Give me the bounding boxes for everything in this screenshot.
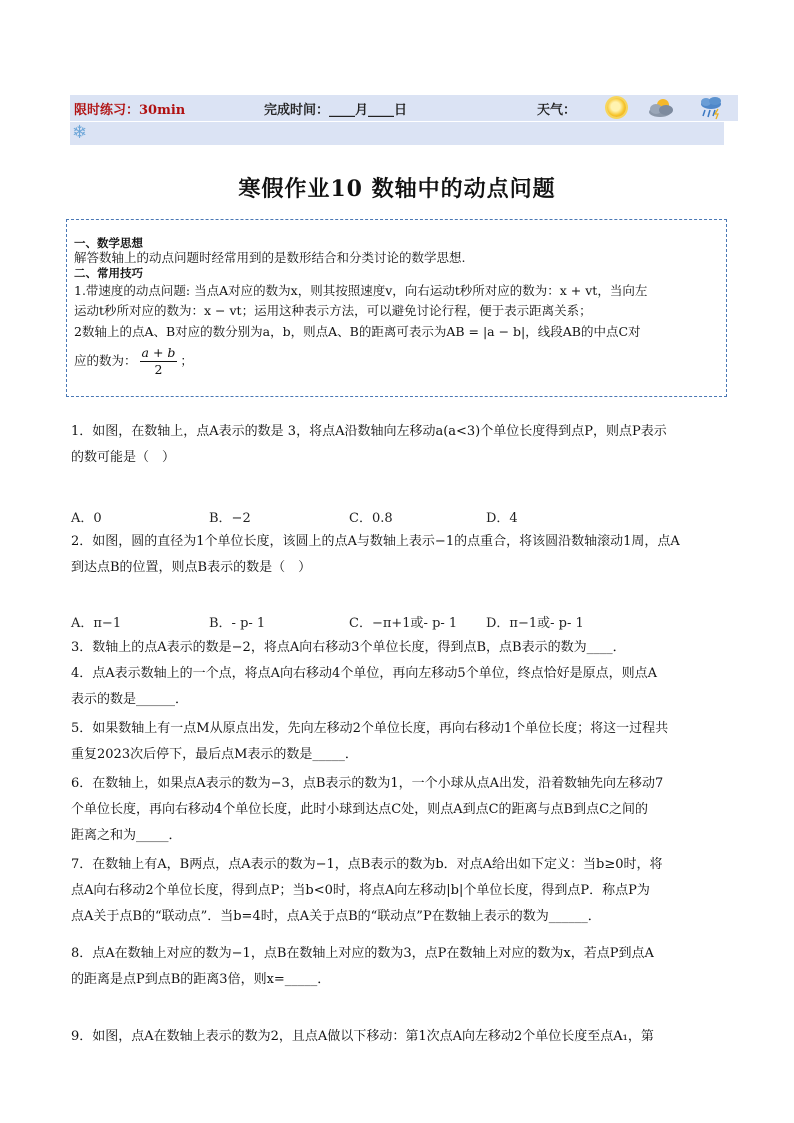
- q1-option-c[interactable]: C．0.8: [349, 511, 393, 526]
- question-4-line-1: 4．点A表示数轴上的一个点，将点A向右移动4个单位，再向左移动5个单位，终点恰好是原点，则点A: [71, 666, 657, 681]
- question-1-options: [71, 507, 726, 529]
- q1-option-a[interactable]: A．0: [71, 511, 102, 526]
- question-6-line-1: 6．在数轴上，如果点A表示的数为−3，点B表示的数为1，一个小球从点A出发，沿着数轴先向左移动7: [71, 776, 664, 791]
- question-5-line-2: 重复2023次后停下，最后点M表示的数是_____．: [71, 747, 358, 762]
- question-6-line-3: 距离之和为_____．: [71, 828, 182, 843]
- q1-option-d[interactable]: D．4: [486, 511, 518, 526]
- tips-paragraph-3a: 2数轴上的点A、B对应的数分别为a，b，则点A、B的距离可表示为AB = |a − b|，线段AB的中点C对: [74, 324, 641, 339]
- rain-icon: [698, 96, 724, 120]
- header-bar: [70, 95, 738, 121]
- question-7-line-1: 7．在数轴上有A，B两点，点A表示的数为−1，点B表示的数为b．对点A给出如下定义：当b≥0时，将: [71, 857, 663, 872]
- sun-icon: [607, 98, 626, 117]
- q2-option-c[interactable]: C．−π+1或- p- 1: [349, 616, 458, 631]
- q2-option-b[interactable]: B．- p- 1: [209, 616, 266, 631]
- fraction-denominator: 2: [154, 362, 163, 377]
- tips-paragraph-2a: 1.带速度的动点问题: 当点A对应的数为x，则其按照速度v，向右运动t秒所对应的数为：x + vt，当向左: [74, 283, 648, 298]
- header-bar-secondary: [70, 122, 724, 145]
- tips-heading-1: 一、数学思想: [74, 236, 143, 250]
- question-4-line-2: 表示的数是______．: [71, 692, 189, 707]
- tips-heading-2: 二、常用技巧: [74, 266, 143, 280]
- question-3-line-1: 3．数轴上的点A表示的数是−2，将点A向右移动3个单位长度，得到点B，点B表示的数为____．: [71, 640, 626, 655]
- tips-paragraph-3b-line: [74, 345, 718, 378]
- weather-label: 天气：: [537, 103, 577, 118]
- midpoint-fraction: [140, 345, 178, 378]
- fraction-numerator: a + b: [141, 345, 176, 360]
- time-limit-label: 限时练习：30min: [74, 103, 186, 118]
- q2-option-d[interactable]: D．π−1或- p- 1: [486, 616, 584, 631]
- question-2-options: [71, 612, 726, 634]
- question-5: [71, 716, 726, 768]
- question-6: [71, 771, 726, 849]
- question-9: [71, 1024, 726, 1050]
- tips-paragraph-2b: 运动t秒所对应的数为：x − vt；运用这种表示方法，可以避免讨论行程，便于表示距离关系；: [74, 303, 592, 318]
- page-title: 寒假作业10 数轴中的动点问题: [238, 176, 556, 202]
- question-5-line-1: 5．如果数轴上有一点M从原点出发，先向左移动2个单位长度，再向右移动1个单位长度；将这一过程共: [71, 721, 669, 736]
- question-2-line-1: 2．如图，圆的直径为1个单位长度，该圆上的点A与数轴上表示−1的点重合，将该圆沿数轴滚动1周，点A: [71, 534, 680, 549]
- question-6-line-2: 个单位长度，再向右移动4个单位长度，此时小球到达点C处，则点A到点C的距离与点B到点C之间的: [71, 802, 649, 817]
- tips-paragraph-3c: ；: [180, 353, 193, 368]
- question-2-line-2: 到达点B的位置，则点B表示的数是（ ）: [71, 560, 312, 575]
- question-7-line-3: 点A关于点B的“联动点”．当b=4时，点A关于点B的“联动点”P在数轴上表示的数为______．: [71, 909, 601, 924]
- question-3: [71, 635, 726, 661]
- tips-paragraph-3b: 应的数为：: [74, 353, 137, 368]
- snowflake-icon: ❄: [72, 122, 88, 143]
- question-8-line-1: 8．点A在数轴上对应的数为−1，点B在数轴上对应的数为3，点P在数轴上对应的数为x，若点P到点A: [71, 946, 654, 961]
- question-9-line-1: 9．如图，点A在数轴上表示的数为2，且点A做以下移动：第1次点A向左移动2个单位长度至点A₁，第: [71, 1029, 654, 1044]
- cloud-sun-icon: [646, 97, 676, 119]
- question-1-line-1: 1．如图，在数轴上，点A表示的数是 3，将点A沿数轴向左移动a(a<3)个单位长度得到点P，则点P表示: [71, 424, 667, 439]
- q2-option-a[interactable]: A．π−1: [71, 616, 122, 631]
- tips-paragraph-1: 解答数轴上的动点问题时经常用到的是数形结合和分类讨论的数学思想.: [74, 250, 466, 265]
- q1-option-b[interactable]: B．−2: [209, 511, 251, 526]
- completion-date-label: 完成时间：____月____日: [264, 103, 408, 118]
- question-1: [71, 419, 726, 471]
- question-8: [71, 941, 726, 993]
- question-4: [71, 661, 726, 713]
- question-2: [71, 529, 726, 581]
- question-7: [71, 852, 726, 930]
- question-7-line-2: 点A向右移动2个单位长度，得到点P；当b<0时，将点A向左移动|b|个单位长度，得到点P．称点P为: [71, 883, 650, 898]
- tips-box: [66, 219, 727, 397]
- question-1-line-2: 的数可能是（ ）: [71, 450, 176, 465]
- question-8-line-2: 的距离是点P到点B的距离3倍，则x=_____．: [71, 972, 331, 987]
